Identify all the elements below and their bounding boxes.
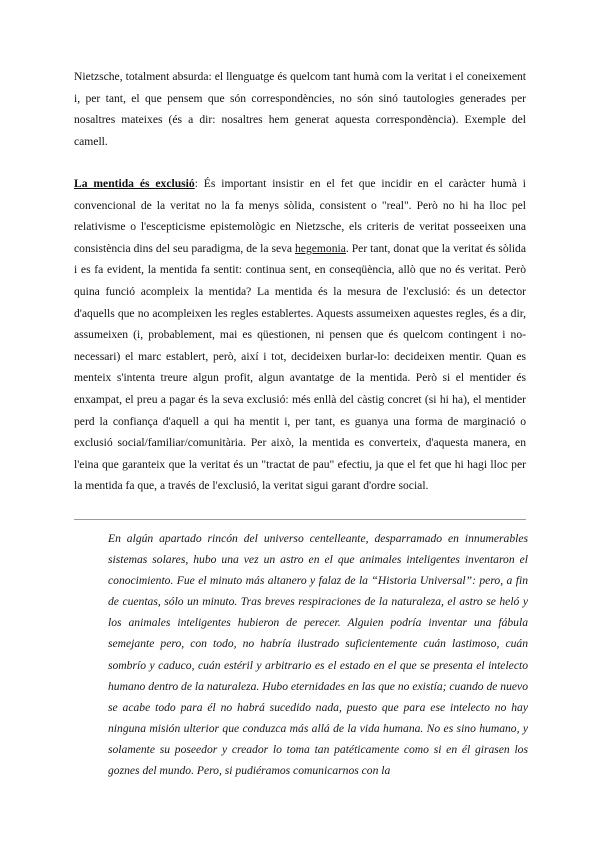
heading-colon: :: [194, 177, 204, 190]
underlined-term-hegemonia: hegemonia: [295, 241, 346, 255]
section-heading: La mentida és exclusió: [74, 177, 195, 190]
paragraph-lie-exclusion: [74, 173, 526, 497]
block-quote: En algún apartado rincón del universo centelleante, desparramado en innumerables sistemas solares, hubo una vez un astro en el que animales inteligentes inventaron el conocimiento. Fue el minuto más altanero y falaz de la “Historia Universal”: pero, a fin de cuentas, sólo un minuto. Tras breves respiraciones de la naturaleza, el astro se heló y los animales inteligentes hubieron de perecer. Alguien podría inventar una fábula semejante pero, con todo, no habría ilustrado suficientemente cuán lastimoso, cuán sombrío y caduco, cuán estéril y arbitrario es el estado en el que se presenta el intelecto humano dentro de la naturaleza. Hubo eternidades en las que no existía; cuando de nuevo se acabe todo para él no habrá sucedido nada, puesto que para ese intelecto no hay ninguna misión ulterior que conduzca más allá de la vida humana. No es sino humano, y solamente su poseedor y creador lo toma tan patéticamente como si en él girasen los goznes del mundo. Pero, si pudiéramos comunicarnos con la: [108, 532, 528, 778]
section-intro-text: És important insistir en el fet que incidir en el caràcter humà i convencional de la veritat no la fa menys sòlida, consistent o "real". Però no hi ha lloc pel relativisme o l'escepticisme epistemològic en Nietzsche, els criteris de veritat posseeixen una consistència dins del seu paradigma, de la seva: [74, 177, 527, 255]
section-body-text: . Per tant, donat que la veritat és sòlida i es fa evident, la mentida fa sentit: continua sent, en conseqüència, allò que no és veritat. Però quina funció acompleix la mentida? La mentida és la mesura de l'exclusió: és un detector d'aquells que no acompleixen les regles establertes. Aquests assumeixen aquestes regles, és a dir, assumeixen (i, probablement, mai es qüestionen, ni pensen que és quelcom contingent i no-necessari) el marc establert, però, així i tot, decideixen burlar-lo: decideixen mentir. Quan es menteix s'intenta treure algun profit, algun avantatge de la mentida. Però si el mentider és enxampat, el preu a pagar és la seva exclusió: més enllà del càstig concret (si hi ha), el mentider perd la confiança d'aquell a qui ha mentit i, per tant, es guanya una forma de marginació o exclusió social/familiar/comunitària. Per això, la mentida es converteix, d'aquesta manera, en l'eina que garanteix que la veritat és un "tractat de pau" efectiu, ja que el fet que hi hagi lloc per la mentida fa que, a través de l'exclusió, la veritat sigui garant d'ordre social.: [74, 241, 526, 493]
paragraph-nietzsche-language: Nietzsche, totalment absurda: el llenguatge és quelcom tant humà com la veritat i el coneixement i, per tant, el que pensem que són correspondències, no són sinó tautologies generades per nosaltres mateixes (és a dir: nosaltres hem generat aquesta correspondència). Exemple del camell.: [74, 70, 526, 148]
horizontal-divider: [74, 519, 526, 520]
